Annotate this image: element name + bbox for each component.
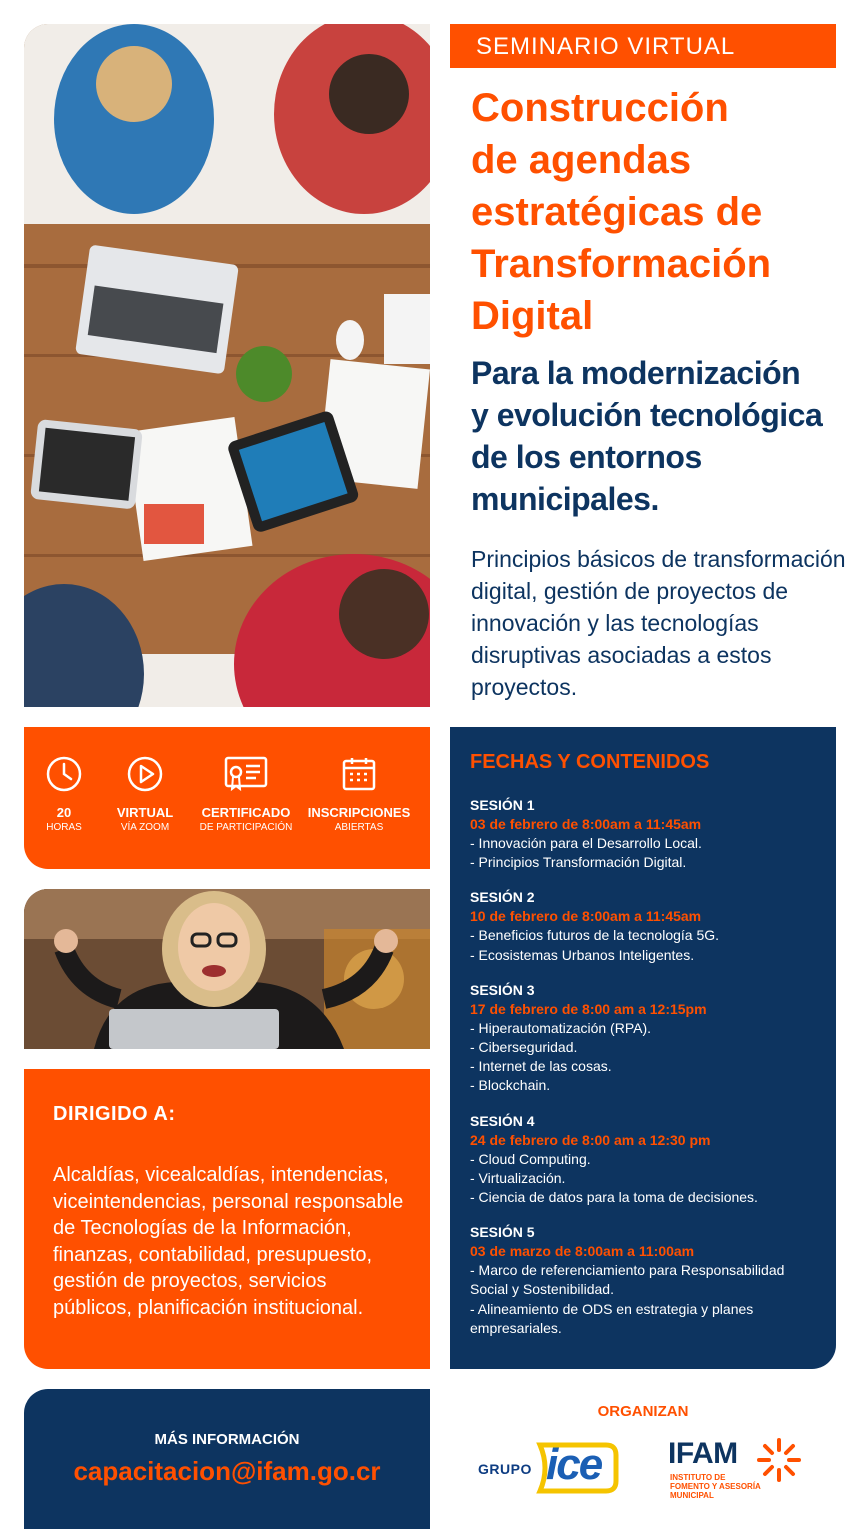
session-4 (470, 1112, 826, 1208)
stat-value: INSCRIPCIONES (307, 805, 411, 820)
session-3 (470, 981, 826, 1096)
session-item: - Ciberseguridad. (470, 1039, 578, 1056)
contact-email-link[interactable]: capacitacion@ifam.go.cr (73, 1456, 381, 1486)
stat-label: VÍA ZOOM (120, 822, 170, 833)
schedule-title: FECHAS Y CONTENIDOS (470, 751, 710, 773)
stat-label: ABIERTAS (334, 822, 384, 833)
hero-photo (24, 24, 430, 707)
subtitle-line: y evolución tecnológica (471, 397, 823, 433)
subtitle-line: Para la modernización (471, 355, 801, 391)
calendar-icon (340, 755, 378, 793)
title-line: Transformación (471, 242, 772, 286)
stat-value: CERTIFICADO (201, 805, 291, 820)
session-item: - Marco de referenciamiento para Responsabilidad Social y Sostenibilidad. (470, 1262, 785, 1298)
session-item: - Alineamiento de ODS en estrategia y planes empresariales. (470, 1300, 754, 1336)
stat-enrollment (302, 727, 416, 833)
ice-logo-prefix: GRUPO (478, 1461, 532, 1477)
session-5 (470, 1223, 826, 1338)
session-date: 10 de febrero de 8:00am a 11:45am (470, 908, 702, 925)
title-line: de agendas (471, 138, 692, 182)
stat-value: VIRTUAL (116, 805, 174, 820)
audience-text: Alcaldías, vicealcaldías, intendencias, viceintendencias, personal responsable de Tecnologías de la Información, finanzas, contabilidad, presupuesto, gestión de proyectos, servicios públicos, planificación institucional. (53, 1164, 404, 1319)
organizers-label: ORGANIZAN (597, 1403, 689, 1420)
session-item: - Beneficios futuros de la tecnología 5G. (470, 927, 720, 944)
page-title (471, 82, 841, 342)
session-name: SESIÓN 4 (470, 1112, 535, 1129)
title-line: Construcción (471, 86, 729, 130)
session-date: 03 de marzo de 8:00am a 11:00am (470, 1243, 695, 1260)
session-item: - Ciencia de datos para la toma de decisiones. (470, 1189, 758, 1206)
ifam-logo-line: MUNICIPAL (670, 1491, 714, 1500)
audience-panel (24, 1069, 430, 1369)
contact-label: MÁS INFORMACIÓN (154, 1431, 300, 1448)
stat-virtual (108, 727, 182, 833)
seminar-tag: SEMINARIO VIRTUAL (450, 24, 836, 68)
session-date: 03 de febrero de 8:00am a 11:45am (470, 816, 702, 832)
session-item: - Innovación para el Desarrollo Local. (470, 835, 702, 851)
stat-value: 20 (56, 805, 72, 820)
stat-label: HORAS (46, 822, 82, 833)
ifam-logo (668, 1437, 808, 1507)
ifam-logo-line: FOMENTO Y ASESORÍA (670, 1482, 761, 1491)
page-subtitle (471, 352, 841, 520)
grupo-ice-logo (478, 1437, 623, 1499)
schedule-panel (450, 727, 836, 1369)
session-item: - Internet de las cosas. (470, 1058, 612, 1075)
stat-hours (34, 727, 94, 833)
ice-logo-name: ice (546, 1440, 602, 1489)
session-name: SESIÓN 2 (470, 889, 535, 906)
clock-icon (45, 755, 83, 793)
audience-title: DIRIGIDO A: (53, 1103, 176, 1125)
session-item: - Virtualización. (470, 1169, 566, 1186)
session-date: 17 de febrero de 8:00 am a 12:15pm (470, 1000, 707, 1017)
sunburst-icon (756, 1437, 802, 1483)
ifam-logo-name: IFAM (668, 1437, 738, 1470)
woman-photo (24, 889, 430, 1049)
description: Principios básicos de transformación digital, gestión de proyectos de innovación y las tecnologías disruptivas asociadas a estos proyectos. (471, 546, 846, 700)
ifam-logo-text (670, 1473, 761, 1500)
session-name: SESIÓN 1 (470, 797, 535, 813)
session-name: SESIÓN 3 (470, 981, 535, 998)
session-item: - Ecosistemas Urbanos Inteligentes. (470, 946, 695, 963)
contact-panel (24, 1389, 430, 1529)
session-item: - Blockchain. (470, 1077, 551, 1094)
subtitle-line: de los entornos (471, 439, 702, 475)
session-item: - Principios Transformación Digital. (470, 854, 687, 871)
session-item: - Cloud Computing. (470, 1150, 591, 1167)
session-1 (470, 796, 826, 872)
session-date: 24 de febrero de 8:00 am a 12:30 pm (470, 1131, 711, 1148)
ifam-logo-line: INSTITUTO DE (670, 1473, 726, 1482)
stats-bar (24, 727, 430, 869)
certificate-icon (224, 755, 268, 793)
play-icon (126, 755, 164, 793)
session-2 (470, 888, 826, 964)
subtitle-line: municipales. (471, 481, 659, 517)
session-item: - Hiperautomatización (RPA). (470, 1019, 652, 1036)
title-line: estratégicas de (471, 190, 763, 234)
title-line: Digital (471, 294, 594, 338)
stat-label: DE PARTICIPACIÓN (199, 822, 293, 833)
session-name: SESIÓN 5 (470, 1224, 535, 1241)
stat-certificate (192, 727, 300, 833)
